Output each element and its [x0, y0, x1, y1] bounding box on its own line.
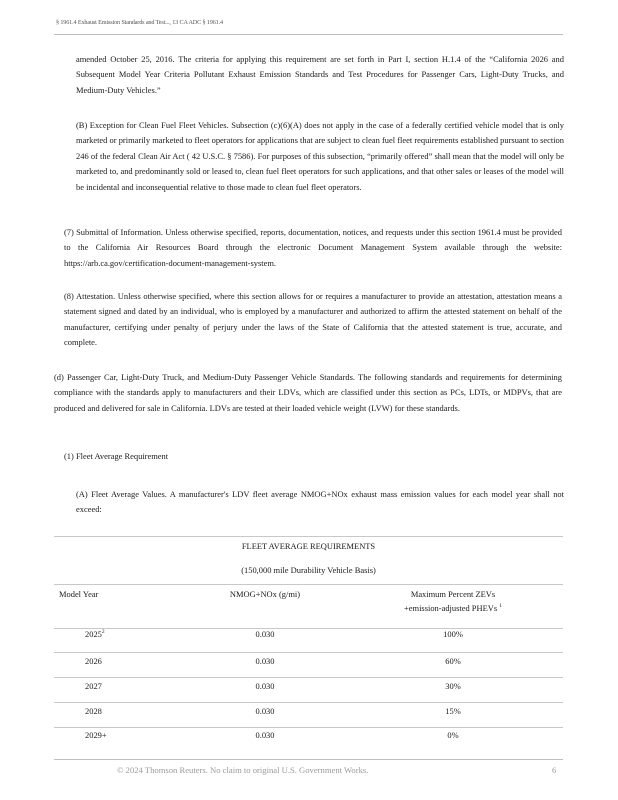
- column-header-zev-line1: Maximum Percent ZEVs: [410, 589, 496, 599]
- paragraph-fleet-average-requirement: (1) Fleet Average Requirement: [64, 451, 169, 461]
- row-nmog-value: 0.030: [255, 730, 275, 740]
- column-header-model-year: Model Year: [59, 589, 99, 599]
- table-row-rule: [54, 652, 563, 653]
- table-header-rule: [54, 584, 563, 585]
- row-zev-percent: 60%: [445, 656, 461, 666]
- row-model-year: 2029+: [85, 730, 107, 740]
- row-model-year: 2028: [85, 706, 102, 716]
- table-row-rule: [54, 702, 563, 703]
- table-subtitle: (150,000 mile Durability Vehicle Basis): [241, 565, 376, 575]
- footnote-marker: 1: [499, 603, 502, 609]
- header-divider: [54, 34, 563, 35]
- row-model-year: [85, 629, 105, 639]
- table-row-rule: [54, 727, 563, 728]
- paragraph-clean-fuel-exception: (B) Exception for Clean Fuel Fleet Vehicles. Subsection (c)(6)(A) does not apply in the case of a federally certified vehicle model that is only marketed or primarily marketed to fleet operators for applications that are subject to clean fuel fleet requirements established pursuant to section 246 of the federal Clean Air Act ( 42 U.S.C. § 7586). For purposes of this subsection, “primarily offered” shall mean that the model will only be marketed to, and predominantly sold or leased to, clean fuel fleet operators for such applications, and that other sales or leases of the model will be incidental and inconsequential relative to those made to clean fuel fleet operators.: [76, 120, 564, 192]
- row-nmog-value: 0.030: [255, 706, 275, 716]
- paragraph-fleet-average-values: (A) Fleet Average Values. A manufacturer's LDV fleet average NMOG+NOx exhaust mass emission values for each model year shall not exceed:: [76, 489, 564, 515]
- row-nmog-value: 0.030: [255, 656, 275, 666]
- row-zev-percent: 100%: [443, 629, 463, 639]
- row-nmog-value: 0.030: [255, 681, 275, 691]
- footnote-marker: 2: [101, 629, 105, 635]
- paragraph-submittal-of-information: (7) Submittal of Information. Unless otherwise specified, reports, documentation, notices, and requests under this section 1961.4 must be provided to the California Air Resources Board through the electronic Document Management System available through the website: https://arb.ca.gov/certification-document-management-system.: [64, 227, 562, 268]
- column-header-zev-line2: [370, 603, 536, 613]
- row-model-year: 2026: [85, 656, 102, 666]
- table-title: FLEET AVERAGE REQUIREMENTS: [241, 541, 376, 551]
- year-value: 2025: [85, 629, 102, 639]
- row-zev-percent: 30%: [445, 681, 461, 691]
- row-zev-percent: 0%: [447, 730, 459, 740]
- row-model-year: 2027: [85, 681, 102, 691]
- table-top-rule: [54, 536, 563, 537]
- page-number: 6: [552, 765, 557, 775]
- row-nmog-value: 0.030: [255, 629, 275, 639]
- paragraph-attestation: (8) Attestation. Unless otherwise specified, where this section allows for or requires a manufacturer to provide an attestation, attestation means a statement signed and dated by an individual, who is employed by a manufacturer and authorized to affirm the attested statement on behalf of the manufacturer, certifying under penalty of perjury under the laws of the State of California that the attested statement is true, accurate, and complete.: [64, 291, 562, 348]
- copyright-notice: © 2024 Thomson Reuters. No claim to original U.S. Government Works.: [117, 765, 369, 775]
- column-header-nmog-nox: NMOG+NOx (g/mi): [229, 589, 301, 599]
- paragraph-ldv-standards: (d) Passenger Car, Light-Duty Truck, and Medium-Duty Passenger Vehicle Standards. The following standards and requirements for determining compliance with the standards apply to manufacturers and their LDVs, which are classified under this section as PCs, LDTs, or MDPVs, that are produced and delivered for sale in California. LDVs are tested at their loaded vehicle weight (LVW) for these standards.: [54, 372, 562, 413]
- table-row-rule: [54, 677, 563, 678]
- footer-divider: [54, 759, 563, 760]
- row-zev-percent: 15%: [445, 706, 461, 716]
- document-citation-header: § 1961.4 Exhaust Emission Standards and Test..., 13 CA ADC § 1961.4: [56, 19, 223, 26]
- paragraph-amended: amended October 25, 2016. The criteria for applying this requirement are set forth in Part I, section H.1.4 of the “California 2026 and Subsequent Model Year Criteria Pollutant Exhaust Emission Standards and Test Procedures for Passenger Cars, Light-Duty Trucks, and Medium-Duty Vehicles.”: [76, 54, 564, 95]
- column-header-zev-label: +emission-adjusted PHEVs: [404, 603, 498, 613]
